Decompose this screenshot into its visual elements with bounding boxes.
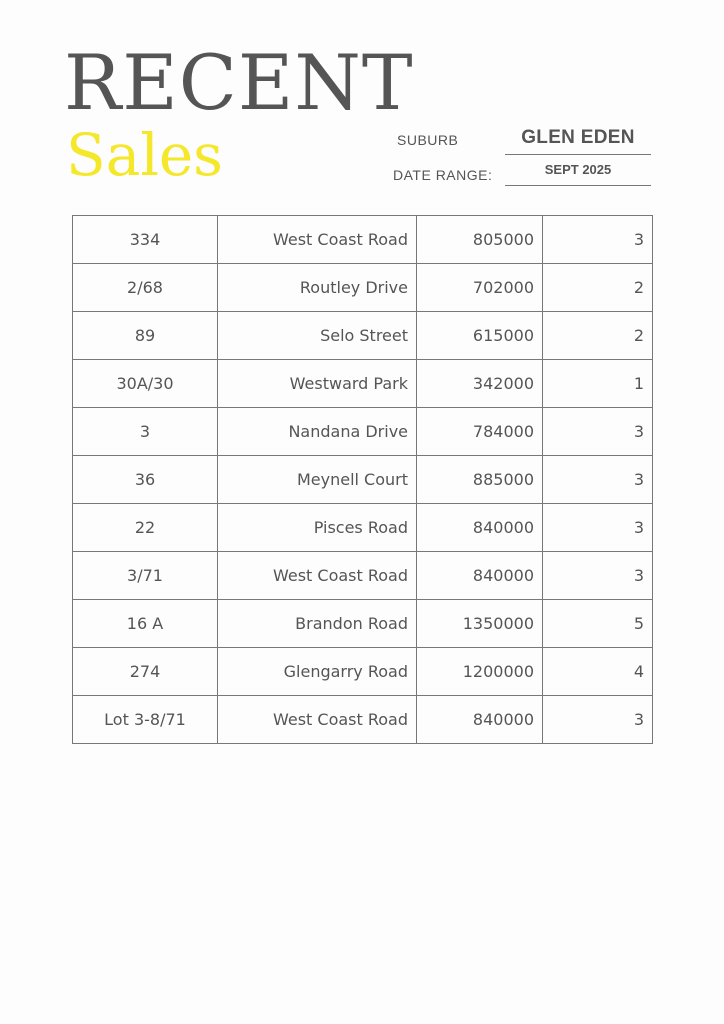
table-row (73, 264, 653, 312)
house-number-cell: 3/71 (73, 552, 218, 600)
price-cell: 342000 (417, 360, 543, 408)
bedrooms-cell: 2 (543, 264, 653, 312)
table-row (73, 504, 653, 552)
street-cell: Glengarry Road (218, 648, 417, 696)
table-row (73, 312, 653, 360)
bedrooms-cell: 5 (543, 600, 653, 648)
price-cell: 615000 (417, 312, 543, 360)
suburb-label: SUBURB (397, 132, 459, 148)
table-row (73, 600, 653, 648)
suburb-value: GLEN EDEN (505, 124, 651, 155)
bedrooms-cell: 1 (543, 360, 653, 408)
sales-table (72, 215, 653, 744)
table-row (73, 696, 653, 744)
page-title: RECENT (64, 38, 414, 127)
house-number-cell: 2/68 (73, 264, 218, 312)
street-cell: Routley Drive (218, 264, 417, 312)
table-row (73, 408, 653, 456)
table-row (73, 552, 653, 600)
table-row (73, 216, 653, 264)
bedrooms-cell: 3 (543, 552, 653, 600)
bedrooms-cell: 2 (543, 312, 653, 360)
price-cell: 805000 (417, 216, 543, 264)
house-number-cell: 22 (73, 504, 218, 552)
bedrooms-cell: 3 (543, 696, 653, 744)
street-cell: Nandana Drive (218, 408, 417, 456)
price-cell: 1200000 (417, 648, 543, 696)
house-number-cell: 3 (73, 408, 218, 456)
sales-table-body (73, 216, 653, 744)
street-cell: Pisces Road (218, 504, 417, 552)
price-cell: 1350000 (417, 600, 543, 648)
price-cell: 784000 (417, 408, 543, 456)
house-number-cell: 30A/30 (73, 360, 218, 408)
street-cell: Selo Street (218, 312, 417, 360)
page-subtitle: Sales (66, 121, 223, 189)
price-cell: 840000 (417, 552, 543, 600)
bedrooms-cell: 3 (543, 504, 653, 552)
bedrooms-cell: 3 (543, 408, 653, 456)
house-number-cell: 89 (73, 312, 218, 360)
street-cell: West Coast Road (218, 216, 417, 264)
house-number-cell: Lot 3-8/71 (73, 696, 218, 744)
price-cell: 840000 (417, 696, 543, 744)
house-number-cell: 36 (73, 456, 218, 504)
street-cell: West Coast Road (218, 552, 417, 600)
price-cell: 885000 (417, 456, 543, 504)
price-cell: 702000 (417, 264, 543, 312)
price-cell: 840000 (417, 504, 543, 552)
table-row (73, 456, 653, 504)
house-number-cell: 16 A (73, 600, 218, 648)
bedrooms-cell: 3 (543, 456, 653, 504)
street-cell: Meynell Court (218, 456, 417, 504)
street-cell: West Coast Road (218, 696, 417, 744)
street-cell: Westward Park (218, 360, 417, 408)
house-number-cell: 274 (73, 648, 218, 696)
table-row (73, 648, 653, 696)
date-range-label: DATE RANGE: (393, 167, 493, 183)
house-number-cell: 334 (73, 216, 218, 264)
table-row (73, 360, 653, 408)
date-range-value: SEPT 2025 (505, 160, 651, 186)
street-cell: Brandon Road (218, 600, 417, 648)
bedrooms-cell: 3 (543, 216, 653, 264)
bedrooms-cell: 4 (543, 648, 653, 696)
